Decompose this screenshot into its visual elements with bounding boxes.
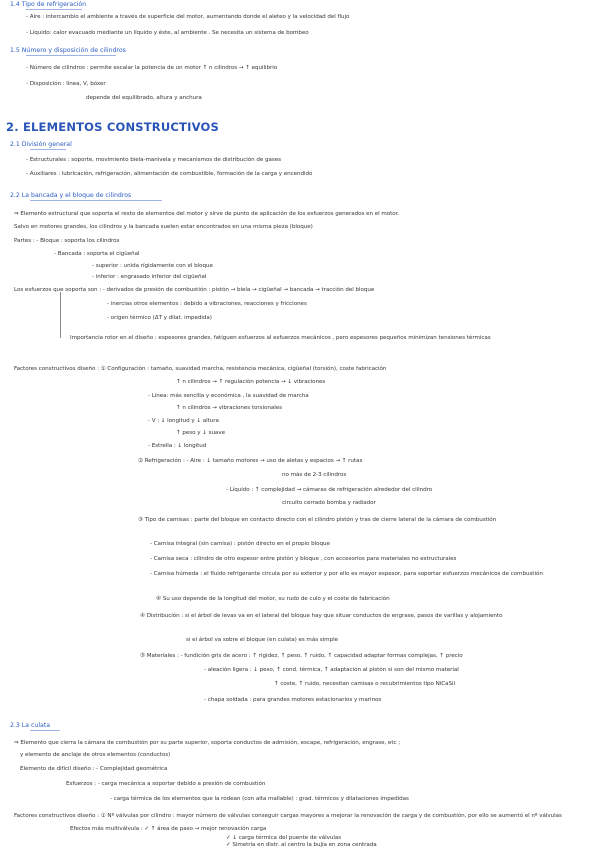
note-line: Esfuerzos : - carga mecánica a soportar debido a presión de combustión <box>66 781 266 787</box>
note-line: ③ Tipo de camisas : parte del bloque en contacto directo con el cilindro pistón y tras de cierre lateral de la cámara de combustión <box>138 517 497 523</box>
note-line: ✓ ↓ carga térmica del puente de válvulas <box>226 835 342 841</box>
note-line: Factores constructivos diseño : ① Nº válvulas por cilindro : mayor número de válvulas conseguir cargas mayores a mejorar la renovación de carga y de combustión, por ello se aumentó el nº válvulas <box>14 813 562 819</box>
note-line: ↑ peso y ↓ suave <box>176 430 225 436</box>
heading-underline <box>26 55 116 56</box>
note-line: - Bancada : soporta el cigüeñal <box>54 251 140 257</box>
note-line: - Camisa húmeda : el fluido refrigerante circula por su exterior y por ello es mayor espesor, para soportar esfuerzos mecánicos de combustión <box>150 571 543 577</box>
note-line: - Líquido: calor evacuado mediante un líquido y éste, al ambiente . Se necesita un sistema de bombeo <box>26 30 309 36</box>
bracket-line <box>60 292 61 338</box>
note-line: - carga térmica de los elementos que la rodean (con alta mallable) : grad. térmicos y dilataciones impedidas <box>110 796 409 802</box>
note-line: - Línea: más sencilla y económica , la suavidad de marcha <box>148 393 309 399</box>
heading-underline <box>30 730 60 731</box>
note-line: ④ Su uso depende de la longitud del motor, su rudo de culo y el coste de fabricación <box>156 596 390 602</box>
note-line: y elemento de anclaje de otros elementos (conductos) <box>20 752 171 758</box>
note-line: - Disposición : línea, V, bóxer <box>26 81 106 87</box>
note-line: - Número de cilindros : permite escalar la potencia de un motor ↑ n cilindros → ↑ equilibrio <box>26 65 278 71</box>
note-line: - chapa soldada : para grandes motores estacionarios y marinos <box>204 697 382 703</box>
note-line: - V : ↓ longitud y ↓ altura <box>148 418 219 424</box>
section-title-2: 2. ELEMENTOS CONSTRUCTIVOS <box>6 120 219 134</box>
note-line: - inercias otros elementos : debido a vibraciones, reacciones y fricciones <box>107 301 307 307</box>
note-line: circuito cerrado bomba y radiador <box>282 500 376 506</box>
note-line: - Estructurales : soporte, movimiento biela-manivela y mecanismos de distribución de gases <box>26 157 282 163</box>
heading-2-2: 2.2 La bancada y el bloque de cilindros <box>10 192 132 199</box>
note-line: ⇒ Elemento estructural que soporta el resto de elementos del motor y sirve de punto de aplicación de los esfuerzos generados en el motor. <box>14 211 400 217</box>
note-line: - inferior : engrasado inferior del cigüeñal <box>92 274 207 280</box>
note-line: - Auxiliares : lubricación, refrigeración, alimentación de combustible, formación de la carga y encendido <box>26 171 313 177</box>
note-line: ↑ n cilindros → vibraciones torsionales <box>176 405 282 411</box>
heading-2-3: 2.3 La culata <box>10 722 51 729</box>
note-line: ② Refrigeración : - Aire : ↓ tamaño motores → uso de aletas y espacios → ↑ rutas <box>138 458 363 464</box>
note-line: - Aire : intercambio el ambiente a través de superficie del motor, aumentando donde el aleteo y la velocidad del flujo <box>26 14 350 20</box>
note-line: Partes : - Bloque : soporta los cilindros <box>14 238 120 244</box>
heading-underline <box>30 149 66 150</box>
note-line: ⇒ Elemento que cierra la cámara de combustión por su parte superior, soporta conductos de admisión, escape, refrigeración, engrase, etc ; <box>14 740 401 746</box>
heading-underline <box>30 200 162 201</box>
note-line: - superior : unida rígidamente con el bloque <box>92 263 213 269</box>
heading-underline <box>26 9 82 10</box>
note-line: ↑ coste, ↑ ruido, necesitan camisas o recubrimientos tipo NiCaSil <box>274 681 456 687</box>
note-line: Importancia rotor en el diseño : espesores grandes, fatiguen esfuerzos al esfuerzos mecánicos , pero espesores pequeños minimizan tensiones térmicas <box>70 335 491 341</box>
note-line: no más de 2-3 cilindros <box>282 472 347 478</box>
note-line: Factores constructivos diseño : ① Configuración : tamaño, suavidad marcha, resistencia mecánica, cigüeñal (torsión), coste fabricación <box>14 366 387 372</box>
note-line: Efectos más multiválvula : ✓ ↑ área de paso → mejor renovación carga <box>70 826 267 832</box>
note-line: ④ Distribución : si el árbol de levas va en el lateral del bloque hay que situar conductos de engrase, pasos de varillas y alojamiento <box>140 613 503 619</box>
heading-1-5: 1.5 Número y disposición de cilindros <box>10 47 126 54</box>
note-line: ✓ Simetría en distr. al centro la bujía en zona centrada <box>226 842 377 848</box>
note-line: ↑ n cilindros → ↑ regulación potencia → ↓ vibraciones <box>176 379 326 385</box>
heading-1-4: 1.4 Tipo de refrigeración <box>10 1 87 8</box>
note-line: - Estrella : ↓ longitud <box>148 443 207 449</box>
heading-2-1: 2.1 División general <box>10 141 72 148</box>
note-line: si el árbol va sobre el bloque (en culata) es más simple <box>186 637 338 643</box>
note-line: Los esfuerzos que soporta son : - derivados de presión de combustión : pistón → biela → cigüeñal → bancada → tracción del bloque <box>14 287 375 293</box>
note-line: - Camisa seca : cilindro de otro espesor entre pistón y bloque , con accesorios para materiales no estructurales <box>150 556 457 562</box>
note-line: - origen térmico (ΔT y dilat. impedida) <box>107 315 212 321</box>
note-line: Elemento de difícil diseño : - Complejidad geométrica <box>20 766 168 772</box>
note-line: - Camisa integral (sin camisa) : pistón directo en el propio bloque <box>150 541 330 547</box>
note-line: ⑤ Materiales : - fundición gris de acero : ↑ rigidez, ↑ peso, ↑ ruido, ↑ capacidad adaptar formas complejas, ↑ precio <box>140 653 463 659</box>
note-line: Salvo en motores grandes, los cilindros y la bancada suelen estar encontrados en una misma pieza (bloque) <box>14 224 313 230</box>
note-line: - Líquido : ↑ complejidad → cámaras de refrigeración alrededor del cilindro <box>226 487 433 493</box>
note-line: depende del equilibrado, altura y anchura <box>86 95 202 101</box>
note-line: - aleación ligera : ↓ peso, ↑ cond. térmica, ↑ adaptación al pistón si son del mismo material <box>204 667 459 673</box>
